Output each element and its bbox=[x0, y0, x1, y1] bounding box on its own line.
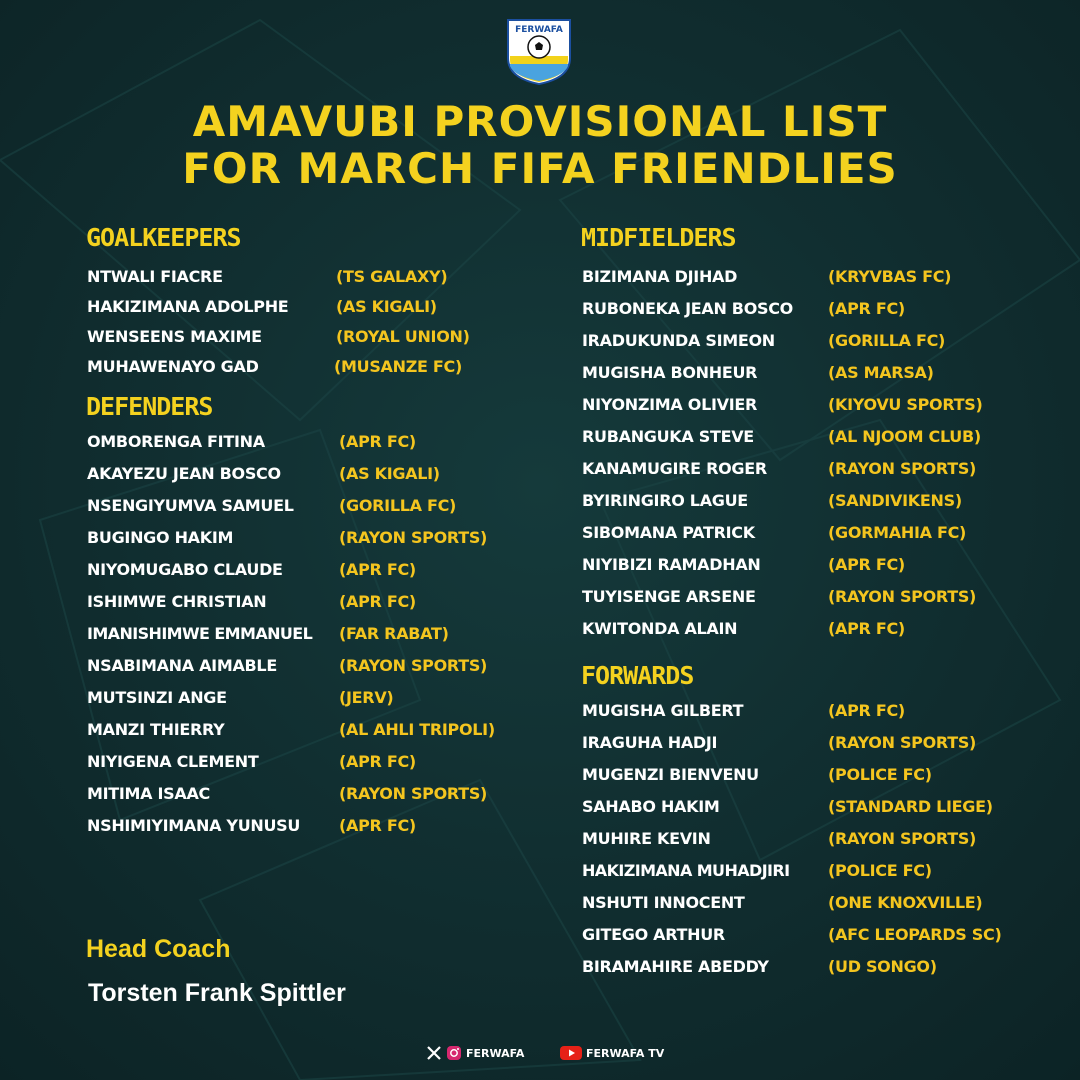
player-club: (AL AHLI TRIPOLI) bbox=[339, 720, 495, 739]
player-row bbox=[582, 957, 1042, 989]
player-name: MUHAWENAYO GAD bbox=[87, 357, 259, 376]
player-club: (RAYON SPORTS) bbox=[828, 587, 977, 606]
instagram-icon bbox=[446, 1045, 462, 1061]
player-row bbox=[87, 357, 527, 387]
player-club: (JERV) bbox=[339, 688, 394, 707]
forwards-heading: FORWARDS bbox=[581, 661, 694, 690]
player-club: (GORILLA FC) bbox=[339, 496, 457, 515]
player-name: MUHIRE KEVIN bbox=[582, 829, 711, 848]
player-club: (GORMAHIA FC) bbox=[828, 523, 967, 542]
player-row bbox=[87, 656, 527, 688]
player-row bbox=[582, 395, 1042, 427]
player-row bbox=[582, 701, 1042, 733]
player-row bbox=[87, 327, 527, 357]
player-row bbox=[582, 861, 1042, 893]
player-club: (RAYON SPORTS) bbox=[339, 784, 488, 803]
player-name: BUGINGO HAKIM bbox=[87, 528, 234, 547]
player-name: NIYOMUGABO CLAUDE bbox=[87, 560, 283, 579]
player-name: MUTSINZI ANGE bbox=[87, 688, 227, 707]
player-club: (AL NJOOM CLUB) bbox=[828, 427, 981, 446]
midfielders-heading: MIDFIELDERS bbox=[581, 223, 736, 252]
player-name: NSHUTI INNOCENT bbox=[582, 893, 745, 912]
social-tv-text: FERWAFA TV bbox=[586, 1046, 665, 1060]
player-club: (KRYVBAS FC) bbox=[828, 267, 952, 286]
x-icon bbox=[426, 1045, 442, 1061]
player-club: (POLICE FC) bbox=[828, 765, 932, 784]
player-name: IMANISHIMWE EMMANUEL bbox=[87, 624, 313, 643]
player-row bbox=[87, 624, 527, 656]
player-club: (RAYON SPORTS) bbox=[339, 656, 488, 675]
goalkeepers-list bbox=[87, 267, 527, 387]
player-row bbox=[87, 560, 527, 592]
player-row bbox=[582, 829, 1042, 861]
title-line-1: AMAVUBI PROVISIONAL LIST bbox=[192, 97, 888, 146]
player-name: NSHIMIYIMANA YUNUSU bbox=[87, 816, 301, 835]
player-row bbox=[582, 587, 1042, 619]
player-name: GITEGO ARTHUR bbox=[582, 925, 725, 944]
player-row bbox=[87, 752, 527, 784]
player-name: KANAMUGIRE ROGER bbox=[582, 459, 767, 478]
player-row bbox=[87, 688, 527, 720]
goalkeepers-heading: GOALKEEPERS bbox=[86, 223, 241, 252]
player-name: KWITONDA ALAIN bbox=[582, 619, 738, 638]
player-name: TUYISENGE ARSENE bbox=[582, 587, 756, 606]
player-row bbox=[582, 267, 1042, 299]
player-name: RUBONEKA JEAN BOSCO bbox=[582, 299, 793, 318]
player-club: (KIYOVU SPORTS) bbox=[828, 395, 983, 414]
player-row bbox=[87, 528, 527, 560]
player-name: SAHABO HAKIM bbox=[582, 797, 720, 816]
player-club: (SANDIVIKENS) bbox=[828, 491, 962, 510]
player-row bbox=[87, 720, 527, 752]
player-name: NIYIGENA CLEMENT bbox=[87, 752, 259, 771]
player-name: BIZIMANA DJIHAD bbox=[582, 267, 738, 286]
player-club: (APR FC) bbox=[339, 560, 416, 579]
player-name: MUGISHA GILBERT bbox=[582, 701, 744, 720]
player-name: MUGENZI BIENVENU bbox=[582, 765, 759, 784]
player-club: (TS GALAXY) bbox=[336, 267, 448, 286]
player-name: IRAGUHA HADJI bbox=[582, 733, 718, 752]
player-club: (RAYON SPORTS) bbox=[339, 528, 488, 547]
player-club: (UD SONGO) bbox=[828, 957, 937, 976]
player-club: (MUSANZE FC) bbox=[334, 357, 463, 376]
player-club: (ONE KNOXVILLE) bbox=[828, 893, 983, 912]
player-club: (APR FC) bbox=[828, 701, 905, 720]
player-name: BYIRINGIRO LAGUE bbox=[582, 491, 748, 510]
player-club: (APR FC) bbox=[339, 816, 416, 835]
player-club: (APR FC) bbox=[339, 752, 416, 771]
player-row bbox=[582, 619, 1042, 651]
player-row bbox=[87, 297, 527, 327]
player-club: (RAYON SPORTS) bbox=[828, 733, 977, 752]
player-name: NIYIBIZI RAMADHAN bbox=[582, 555, 761, 574]
player-name: NIYONZIMA OLIVIER bbox=[582, 395, 758, 414]
player-name: HAKIZIMANA MUHADJIRI bbox=[582, 861, 790, 880]
forwards-list bbox=[582, 701, 1042, 989]
player-club: (AS KIGALI) bbox=[336, 297, 437, 316]
player-club: (APR FC) bbox=[339, 592, 416, 611]
player-row bbox=[582, 427, 1042, 459]
player-row bbox=[582, 491, 1042, 523]
player-row bbox=[87, 816, 527, 848]
player-club: (STANDARD LIEGE) bbox=[828, 797, 993, 816]
defenders-heading: DEFENDERS bbox=[86, 392, 213, 421]
player-row bbox=[87, 592, 527, 624]
player-club: (APR FC) bbox=[828, 555, 905, 574]
player-row bbox=[87, 464, 527, 496]
player-name: NSENGIYUMVA SAMUEL bbox=[87, 496, 294, 515]
player-name: BIRAMAHIRE ABEDDY bbox=[582, 957, 769, 976]
player-name: AKAYEZU JEAN BOSCO bbox=[87, 464, 281, 483]
player-row bbox=[582, 459, 1042, 491]
player-row bbox=[582, 893, 1042, 925]
social-tv[interactable] bbox=[560, 1045, 664, 1061]
player-row bbox=[87, 784, 527, 816]
player-name: SIBOMANA PATRICK bbox=[582, 523, 755, 542]
player-name: RUBANGUKA STEVE bbox=[582, 427, 754, 446]
title-line-2: FOR MARCH FIFA FRIENDLIES bbox=[182, 144, 898, 193]
player-name: MITIMA ISAAC bbox=[87, 784, 211, 803]
player-club: (AS MARSA) bbox=[828, 363, 934, 382]
player-name: WENSEENS MAXIME bbox=[87, 327, 262, 346]
player-row bbox=[582, 733, 1042, 765]
player-name: OMBORENGA FITINA bbox=[87, 432, 265, 451]
player-name: ISHIMWE CHRISTIAN bbox=[87, 592, 267, 611]
defenders-list bbox=[87, 432, 527, 848]
ferwafa-logo bbox=[504, 18, 574, 86]
head-coach-name: Torsten Frank Spittler bbox=[88, 979, 346, 1007]
player-club: (ROYAL UNION) bbox=[336, 327, 470, 346]
player-row bbox=[582, 331, 1042, 363]
head-coach-label: Head Coach bbox=[86, 935, 231, 963]
player-row bbox=[87, 496, 527, 528]
logo-text: FERWAFA bbox=[515, 25, 563, 35]
player-row bbox=[582, 797, 1042, 829]
player-club: (APR FC) bbox=[828, 299, 905, 318]
player-name: NTWALI FIACRE bbox=[87, 267, 223, 286]
player-row bbox=[582, 363, 1042, 395]
midfielders-list bbox=[582, 267, 1042, 651]
player-club: (GORILLA FC) bbox=[828, 331, 946, 350]
social-handle[interactable] bbox=[426, 1045, 524, 1061]
player-name: HAKIZIMANA ADOLPHE bbox=[87, 297, 289, 316]
player-club: (AS KIGALI) bbox=[339, 464, 440, 483]
player-row bbox=[582, 523, 1042, 555]
player-row bbox=[582, 925, 1042, 957]
player-row bbox=[87, 267, 527, 297]
player-name: MUGISHA BONHEUR bbox=[582, 363, 758, 382]
player-club: (FAR RABAT) bbox=[339, 624, 449, 643]
player-club: (APR FC) bbox=[339, 432, 416, 451]
player-row bbox=[87, 432, 527, 464]
player-club: (RAYON SPORTS) bbox=[828, 829, 977, 848]
social-handle-text: FERWAFA bbox=[466, 1046, 525, 1060]
player-row bbox=[582, 299, 1042, 331]
player-club: (APR FC) bbox=[828, 619, 905, 638]
player-club: (AFC LEOPARDS SC) bbox=[828, 925, 1002, 944]
player-name: MANZI THIERRY bbox=[87, 720, 225, 739]
player-name: IRADUKUNDA SIMEON bbox=[582, 331, 775, 350]
player-club: (RAYON SPORTS) bbox=[828, 459, 977, 478]
player-row bbox=[582, 765, 1042, 797]
youtube-icon bbox=[560, 1045, 582, 1061]
player-name: NSABIMANA AIMABLE bbox=[87, 656, 277, 675]
player-row bbox=[582, 555, 1042, 587]
player-club: (POLICE FC) bbox=[828, 861, 932, 880]
